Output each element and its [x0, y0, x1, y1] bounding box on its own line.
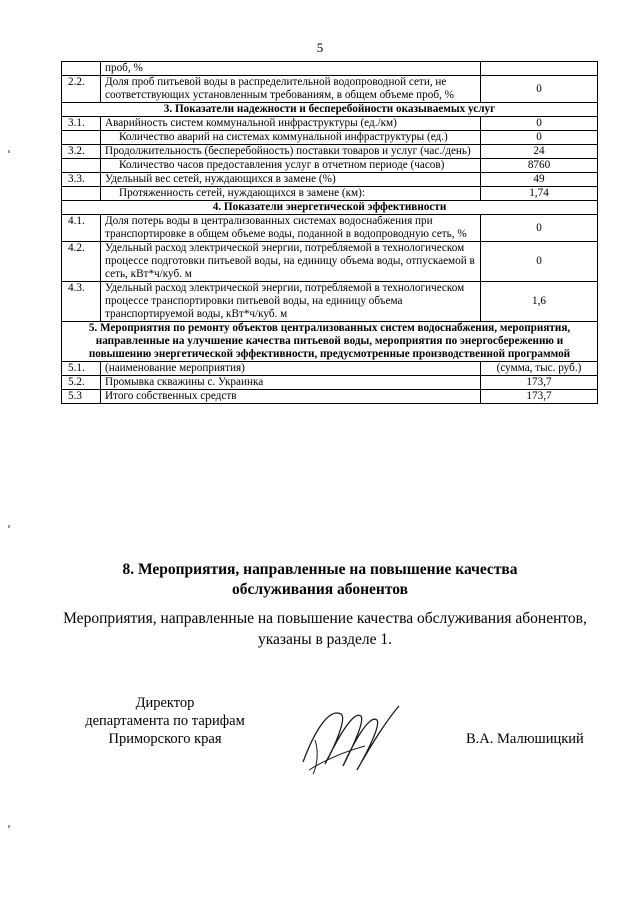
margin-mark [8, 525, 10, 528]
row-number: 5.3 [62, 390, 101, 404]
signatory-position [70, 694, 260, 748]
row-number [62, 187, 101, 201]
row-number: 4.2. [62, 242, 101, 282]
indicator-name: Аварийность систем коммунальной инфраструктуры (ед./км) [101, 117, 481, 131]
indicator-name: (наименование мероприятия) [101, 362, 481, 376]
signatory-name: В.А. Малюшицкий [466, 731, 584, 747]
indicator-value: 49 [481, 173, 598, 187]
row-number: 5.1. [62, 362, 101, 376]
row-number: 5.2. [62, 376, 101, 390]
indicator-name: Количество аварий на системах коммунальной инфраструктуры (ед.) [101, 131, 481, 145]
table-row [62, 76, 598, 103]
indicator-value: 0 [481, 117, 598, 131]
indicator-name: проб, % [101, 62, 481, 76]
indicator-value: 0 [481, 131, 598, 145]
row-number: 3.2. [62, 145, 101, 159]
table-row [62, 173, 598, 187]
indicator-name: Количество часов предоставления услуг в отчетном периоде (часов) [101, 159, 481, 173]
indicators-table [61, 61, 598, 404]
margin-mark [8, 150, 10, 153]
table-row [62, 117, 598, 131]
table-row [62, 159, 598, 173]
indicator-name: Удельный вес сетей, нуждающихся в замене (%) [101, 173, 481, 187]
row-number [62, 62, 101, 76]
indicator-name: Продолжительность (бесперебойность) поставки товаров и услуг (час./день) [101, 145, 481, 159]
table-row [62, 145, 598, 159]
section-header-row [62, 103, 598, 117]
row-number: 2.2. [62, 76, 101, 103]
indicator-value: 0 [481, 76, 598, 103]
section-header: 3. Показатели надежности и бесперебойности оказываемых услуг [62, 103, 598, 117]
indicator-value: 1,74 [481, 187, 598, 201]
section-8-paragraph-line-2: указаны в разделе 1. [257, 631, 393, 648]
table-row [62, 282, 598, 322]
table-row [62, 215, 598, 242]
signatory-position-line-3: Приморского края [108, 731, 222, 747]
section-8-paragraph [60, 608, 590, 650]
row-number: 4.1. [62, 215, 101, 242]
section-header: 5. Мероприятия по ремонту объектов централизованных систем водоснабжения, мероприятия, направленные на улучшение качества питьевой воды, мероприятия по энергосбережению и повышению энергетической эффективности, предусмотренные производственной программой [62, 322, 598, 362]
table-row [62, 390, 598, 404]
row-number [62, 131, 101, 145]
table-row [62, 362, 598, 376]
indicator-name: Протяженность сетей, нуждающихся в замене (км): [101, 187, 481, 201]
section-header-row [62, 201, 598, 215]
indicator-value: 8760 [481, 159, 598, 173]
section-header-row [62, 322, 598, 362]
indicator-value: 0 [481, 215, 598, 242]
table-row [62, 376, 598, 390]
table-row [62, 242, 598, 282]
section-8-heading-line-2: обслуживания абонентов [232, 581, 408, 598]
indicator-value: 173,7 [481, 390, 598, 404]
indicator-value: 0 [481, 242, 598, 282]
indicator-value: 1,6 [481, 282, 598, 322]
table-row [62, 187, 598, 201]
indicator-name: Итого собственных средств [101, 390, 481, 404]
indicator-value [481, 62, 598, 76]
signatory-position-line-2: департамента по тарифам [85, 713, 245, 729]
margin-mark [8, 825, 10, 828]
table-row [62, 62, 598, 76]
row-number: 3.3. [62, 173, 101, 187]
row-number [62, 159, 101, 173]
indicator-value: 173,7 [481, 376, 598, 390]
indicator-name: Доля проб питьевой воды в распределительной водопроводной сети, не соответствующих установленным требованиям, в общем объеме проб, % [101, 76, 481, 103]
section-8-heading [60, 560, 580, 600]
indicator-value: 24 [481, 145, 598, 159]
section-header: 4. Показатели энергетической эффективности [62, 201, 598, 215]
indicator-value: (сумма, тыс. руб.) [481, 362, 598, 376]
indicator-name: Удельный расход электрической энергии, потребляемой в технологическом процессе подготовки питьевой воды, на единицу объема воды, отпускаемой в сеть, кВт*ч/куб. м [101, 242, 481, 282]
table-row [62, 131, 598, 145]
indicator-name: Промывка скважины с. Украинка [101, 376, 481, 390]
section-8-heading-line-1: 8. Мероприятия, направленные на повышение качества [122, 561, 518, 578]
row-number: 3.1. [62, 117, 101, 131]
handwritten-signature [295, 700, 405, 780]
indicator-name: Удельный расход электрической энергии, потребляемой в технологическом процессе транспортировки питьевой воды, на единицу объема транспортируемой воды, кВт*ч/куб. м [101, 282, 481, 322]
indicator-name: Доля потерь воды в централизованных системах водоснабжения при транспортировке в общем объеме воды, поданной в водопроводную сеть, % [101, 215, 481, 242]
indicators-table-body [62, 62, 598, 404]
row-number: 4.3. [62, 282, 101, 322]
signatory-position-line-1: Директор [135, 695, 195, 711]
section-8-paragraph-line-1: Мероприятия, направленные на повышение качества обслуживания абонентов, [63, 610, 587, 627]
page-number: 5 [316, 40, 324, 55]
